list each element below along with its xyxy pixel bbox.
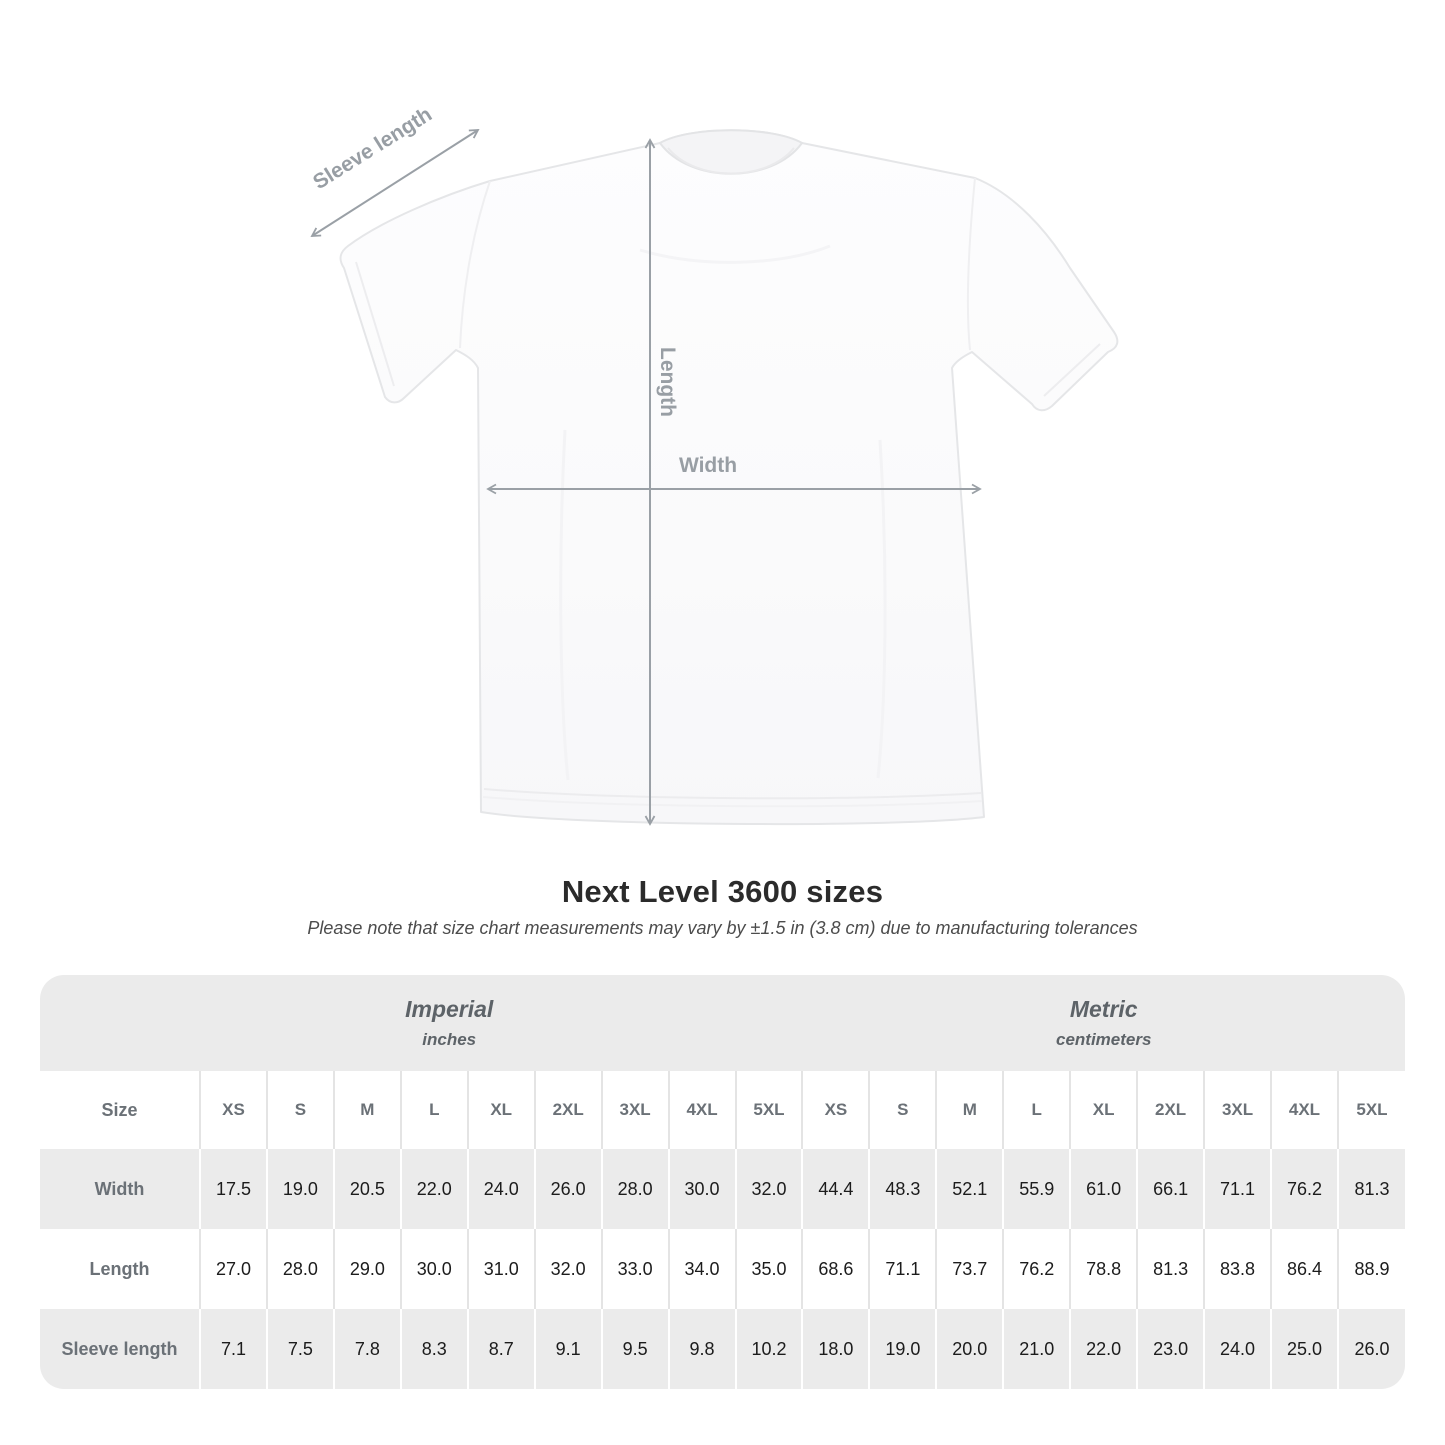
- page-title: Next Level 3600 sizes: [561, 874, 884, 909]
- measurement-value: 81.3: [1137, 1229, 1204, 1309]
- table-row: [40, 1229, 1405, 1309]
- measurement-value: 78.8: [1070, 1229, 1137, 1309]
- tshirt-shape: [341, 130, 1118, 824]
- measurement-value: 83.8: [1204, 1229, 1271, 1309]
- measurement-value: 24.0: [468, 1149, 535, 1229]
- size-col-header: 3XL: [602, 1071, 669, 1149]
- size-col-header: M: [334, 1071, 401, 1149]
- measurement-value: 24.0: [1204, 1309, 1271, 1389]
- metric-label: Metric: [1069, 996, 1138, 1022]
- measurement-value: 27.0: [200, 1229, 267, 1309]
- measurement-value: 32.0: [535, 1229, 602, 1309]
- measurement-value: 10.2: [736, 1309, 803, 1389]
- size-col-header: 3XL: [1204, 1071, 1271, 1149]
- row-label: Sleeve length: [61, 1338, 178, 1359]
- size-col-header: XS: [200, 1071, 267, 1149]
- measurement-value: 7.1: [200, 1309, 267, 1389]
- measurement-value: 44.4: [802, 1149, 869, 1229]
- measurement-value: 73.7: [936, 1229, 1003, 1309]
- measurement-value: 81.3: [1338, 1149, 1405, 1229]
- measurement-value: 34.0: [669, 1229, 736, 1309]
- size-col-header: 4XL: [1271, 1071, 1338, 1149]
- size-col-header: L: [401, 1071, 468, 1149]
- measurement-value: 71.1: [869, 1229, 936, 1309]
- measurement-value: 66.1: [1137, 1149, 1204, 1229]
- measurement-value: 30.0: [401, 1229, 468, 1309]
- metric-group-header: [802, 975, 1405, 1071]
- measurement-value: 52.1: [936, 1149, 1003, 1229]
- measurement-value: 28.0: [602, 1149, 669, 1229]
- measurement-value: 20.0: [936, 1309, 1003, 1389]
- table-row: [40, 1309, 1405, 1389]
- unit-group-row: [40, 975, 1405, 1071]
- size-corner-header: Size: [40, 1071, 200, 1149]
- size-col-header: XL: [468, 1071, 535, 1149]
- measurement-value: 29.0: [334, 1229, 401, 1309]
- size-col-header: S: [267, 1071, 334, 1149]
- width-label: Width: [678, 454, 738, 477]
- measurement-value: 55.9: [1003, 1149, 1070, 1229]
- measurement-value: 26.0: [535, 1149, 602, 1229]
- size-col-header: L: [1003, 1071, 1070, 1149]
- sleeve-length-label: Sleeve length: [309, 102, 437, 195]
- size-col-header: S: [869, 1071, 936, 1149]
- size-col-header: M: [936, 1071, 1003, 1149]
- length-label: Length: [656, 347, 679, 417]
- measurement-value: 48.3: [869, 1149, 936, 1229]
- measurement-value: 19.0: [267, 1149, 334, 1229]
- imperial-label: Imperial: [405, 996, 494, 1022]
- measurement-value: 23.0: [1137, 1309, 1204, 1389]
- measurement-value: 28.0: [267, 1229, 334, 1309]
- measurement-value: 18.0: [802, 1309, 869, 1389]
- measurement-value: 21.0: [1003, 1309, 1070, 1389]
- measurement-value: 33.0: [602, 1229, 669, 1309]
- measurement-value: 76.2: [1003, 1229, 1070, 1309]
- table-row: [40, 1149, 1405, 1229]
- size-header-row: [40, 1071, 1405, 1149]
- measurement-value: 88.9: [1338, 1229, 1405, 1309]
- size-table: [40, 975, 1405, 1389]
- measurement-value: 32.0: [736, 1149, 803, 1229]
- measurement-value: 61.0: [1070, 1149, 1137, 1229]
- size-col-header: 2XL: [1137, 1071, 1204, 1149]
- imperial-group-header: [40, 975, 802, 1071]
- measurement-value: 86.4: [1271, 1229, 1338, 1309]
- measurement-value: 22.0: [401, 1149, 468, 1229]
- measurement-value: 31.0: [468, 1229, 535, 1309]
- measurement-value: 9.1: [535, 1309, 602, 1389]
- size-col-header: 5XL: [1338, 1071, 1405, 1149]
- size-col-header: 4XL: [669, 1071, 736, 1149]
- measurement-value: 9.5: [602, 1309, 669, 1389]
- size-col-header: 5XL: [736, 1071, 803, 1149]
- measurement-value: 8.7: [468, 1309, 535, 1389]
- measurement-value: 9.8: [669, 1309, 736, 1389]
- measurement-value: 25.0: [1271, 1309, 1338, 1389]
- measurement-value: 76.2: [1271, 1149, 1338, 1229]
- size-col-header: 2XL: [535, 1071, 602, 1149]
- measurement-value: 17.5: [200, 1149, 267, 1229]
- measurement-value: 26.0: [1338, 1309, 1405, 1389]
- row-label: Length: [89, 1258, 150, 1279]
- measurement-value: 30.0: [669, 1149, 736, 1229]
- size-col-header: XL: [1070, 1071, 1137, 1149]
- row-label: Width: [94, 1178, 145, 1199]
- measurement-value: 68.6: [802, 1229, 869, 1309]
- page-subtitle: Please note that size chart measurements may vary by ±1.5 in (3.8 cm) due to manufacturing tolerances: [307, 918, 1138, 938]
- imperial-unit-label: inches: [422, 1030, 477, 1049]
- measurement-value: 7.5: [267, 1309, 334, 1389]
- measurement-value: 8.3: [401, 1309, 468, 1389]
- size-col-header: XS: [802, 1071, 869, 1149]
- measurement-value: 19.0: [869, 1309, 936, 1389]
- measurement-value: 22.0: [1070, 1309, 1137, 1389]
- measurement-value: 35.0: [736, 1229, 803, 1309]
- measurement-value: 20.5: [334, 1149, 401, 1229]
- size-table-container: [40, 975, 1405, 1389]
- measurement-value: 71.1: [1204, 1149, 1271, 1229]
- metric-unit-label: centimeters: [1056, 1030, 1152, 1049]
- measurement-value: 7.8: [334, 1309, 401, 1389]
